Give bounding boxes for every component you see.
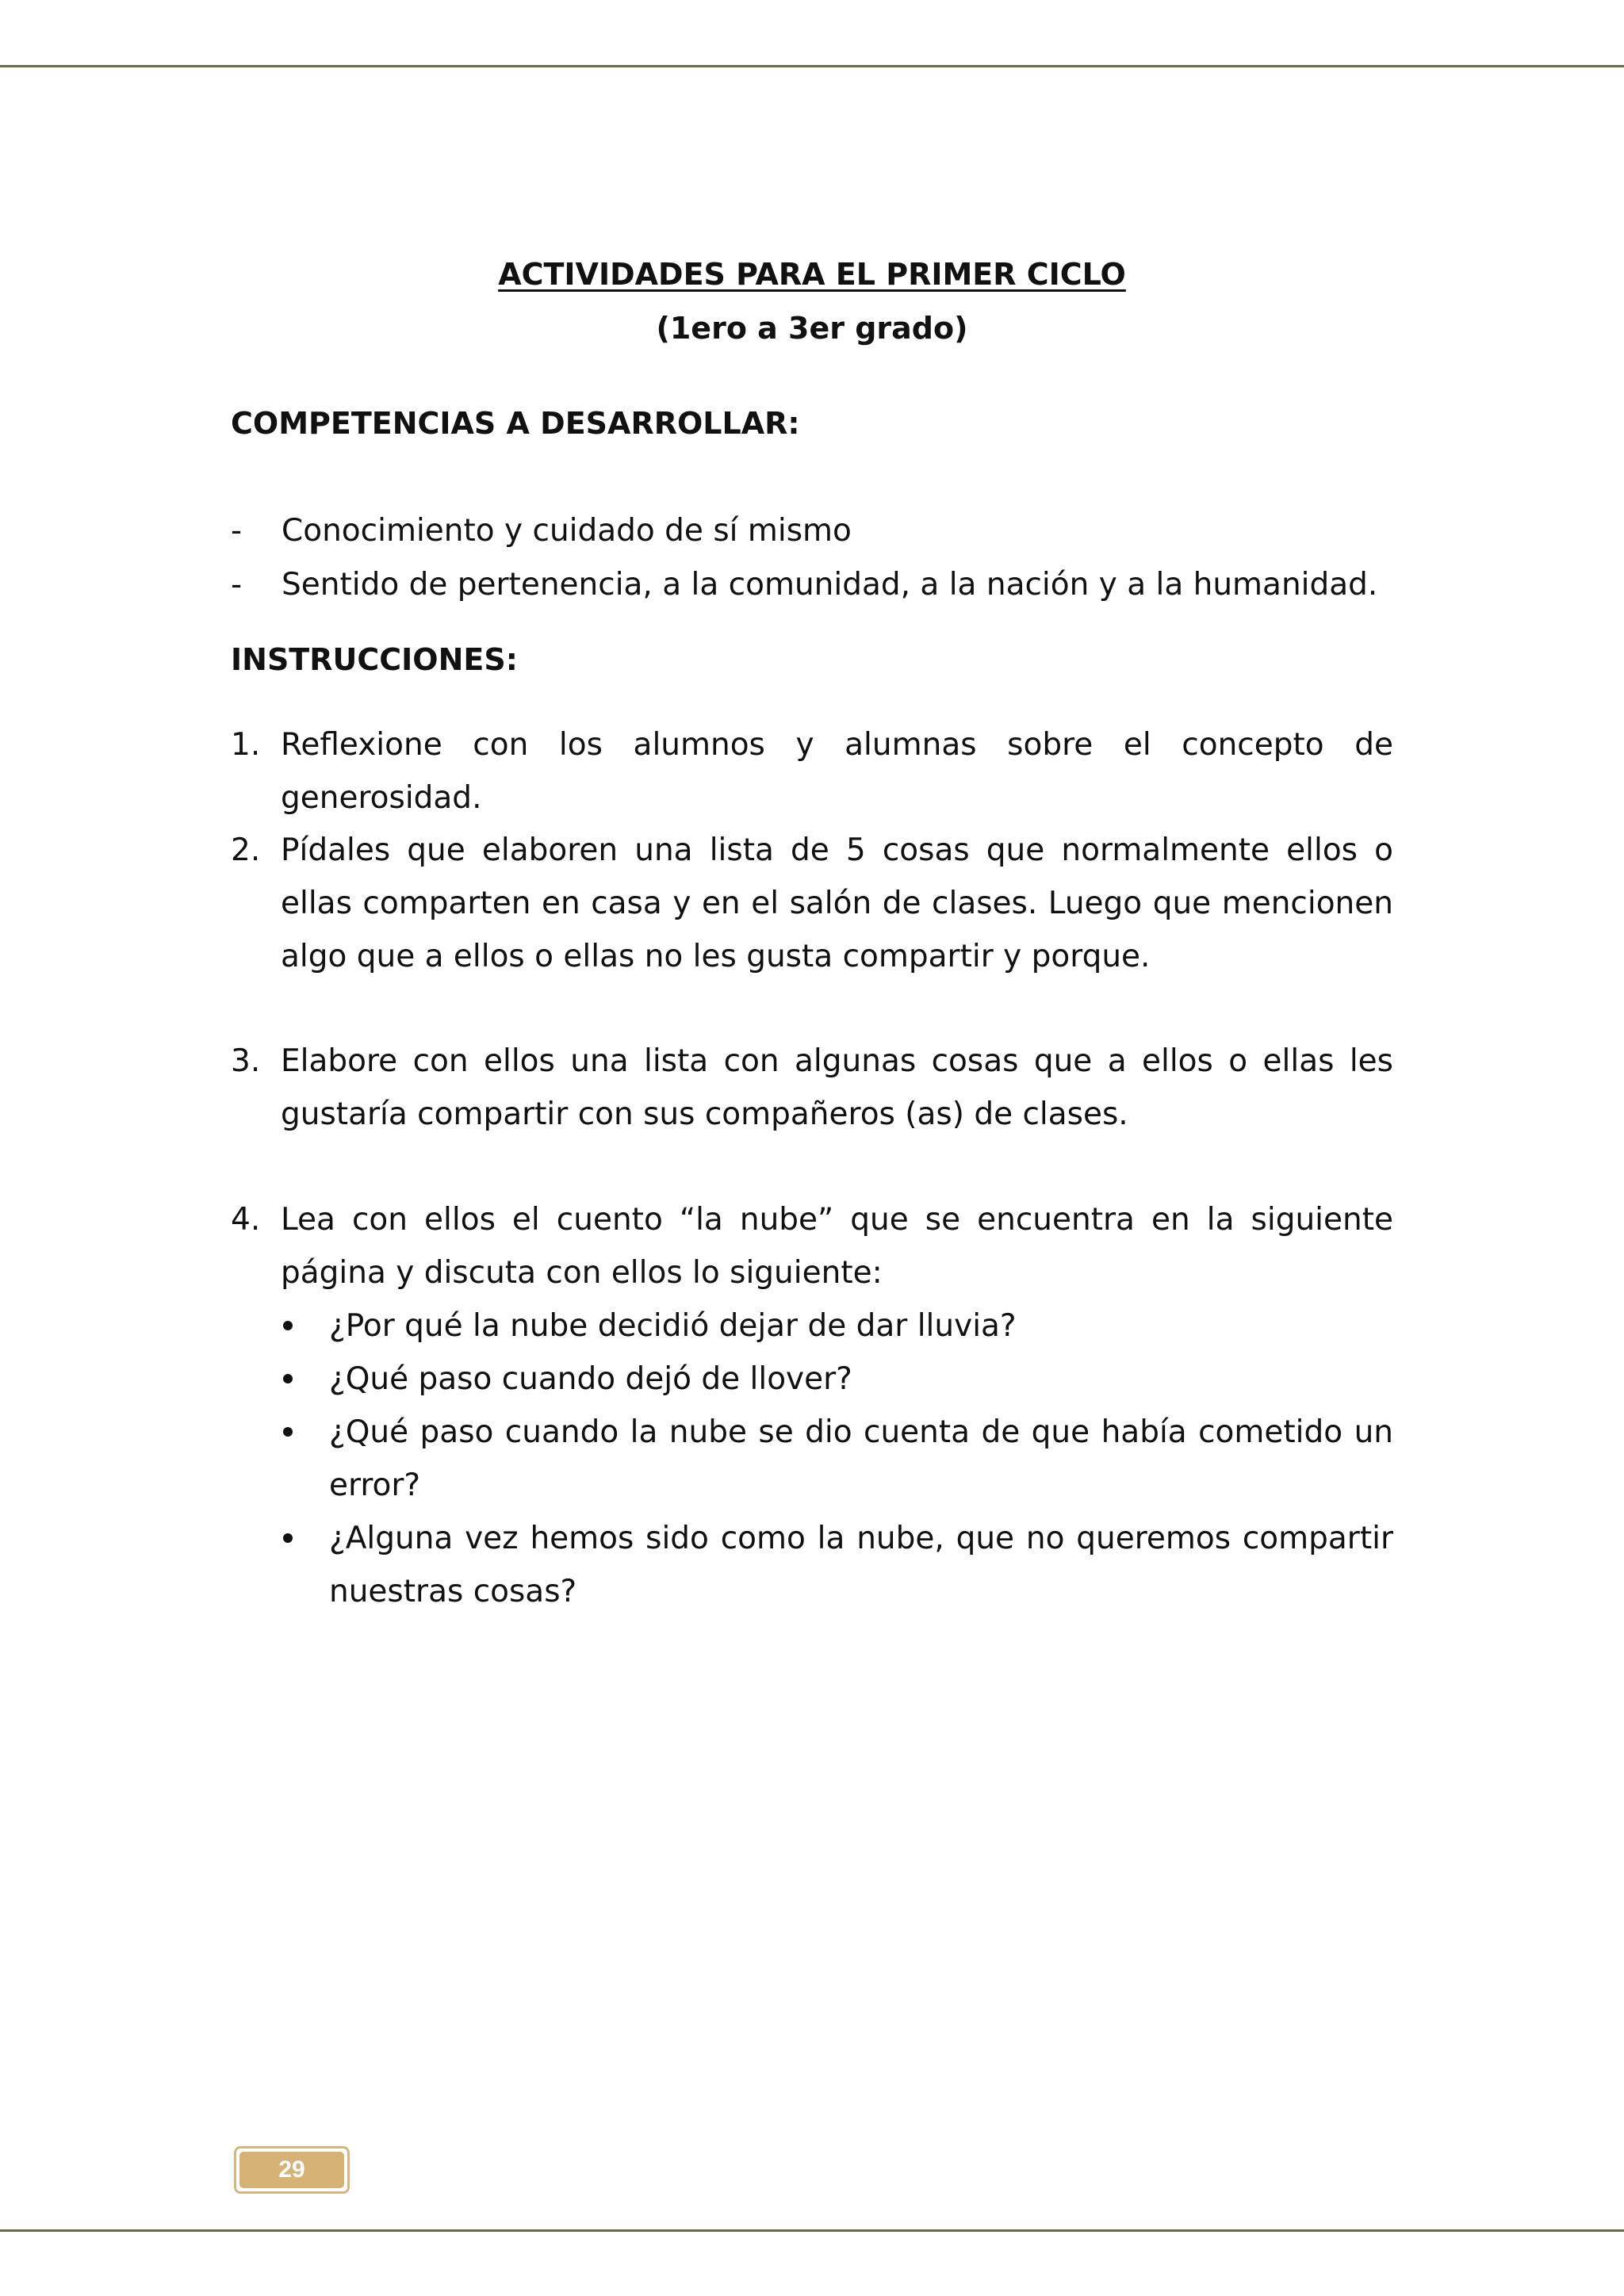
question-text: ¿Alguna vez hemos sido como la nube, que no queremos compartir nuestras cosas? [329, 1521, 1393, 1609]
list-item-text: Sentido de pertenencia, a la comunidad, a la nación y a la humanidad. [282, 567, 1378, 603]
bullet-icon [283, 1427, 293, 1437]
title-main: ACTIVIDADES PARA EL PRIMER CICLO [498, 257, 1126, 292]
instruction-number: 1. [231, 727, 261, 763]
bullet-icon [283, 1321, 293, 1330]
page-title [231, 247, 1393, 355]
bottom-rule [0, 2229, 1624, 2232]
list-item [231, 507, 1393, 561]
instrucciones-heading: INSTRUCCIONES: [231, 642, 518, 677]
dash-marker: - [231, 567, 243, 603]
instruction-text: Lea con ellos el cuento “la nube” que se encuentra en la siguiente página y discuta con ellos lo siguiente: [281, 1202, 1393, 1291]
instruction-number: 4. [231, 1202, 261, 1238]
list-item-text: Conocimiento y cuidado de sí mismo [282, 513, 852, 549]
competencias-heading: COMPETENCIAS A DESARROLLAR: [231, 406, 800, 441]
instruction-text: Pídales que elaboren una lista de 5 cosas que normalmente ellos o ellas comparten en casa y en el salón de clases. Luego que mencionen algo que a ellos o ellas no les gusta compartir y porque. [281, 832, 1393, 974]
title-grade-range: (1ero a 3er grado) [656, 311, 968, 346]
instruction-text: Reflexione con los alumnos y alumnas sobre el concepto de generosidad. [281, 727, 1393, 816]
instruction-1 [231, 718, 1393, 825]
question-item [329, 1512, 1393, 1618]
discussion-questions [329, 1299, 1393, 1618]
instruction-number: 3. [231, 1043, 261, 1079]
list-item [231, 561, 1393, 615]
dash-marker: - [231, 513, 243, 549]
question-text: ¿Qué paso cuando dejó de llover? [329, 1361, 852, 1397]
instruction-number: 2. [231, 832, 261, 868]
question-item [329, 1353, 1393, 1406]
top-rule [0, 65, 1624, 67]
bullet-icon [283, 1374, 293, 1383]
instruction-2 [231, 824, 1393, 983]
instruction-text: Elabore con ellos una lista con algunas cosas que a ellos o ellas les gustaría compartir con sus compañeros (as) de clases. [281, 1043, 1393, 1132]
question-item [329, 1299, 1393, 1353]
question-text: ¿Qué paso cuando la nube se dio cuenta de que había cometido un error? [329, 1414, 1393, 1503]
question-text: ¿Por qué la nube decidió dejar de dar lluvia? [329, 1308, 1017, 1344]
bullet-icon [283, 1533, 293, 1543]
question-item [329, 1406, 1393, 1512]
instruction-4 [231, 1193, 1393, 1618]
page-number: 29 [239, 2152, 344, 2188]
instruction-3 [231, 1035, 1393, 1141]
competencias-list [231, 507, 1393, 615]
page-number-badge [234, 2146, 350, 2194]
